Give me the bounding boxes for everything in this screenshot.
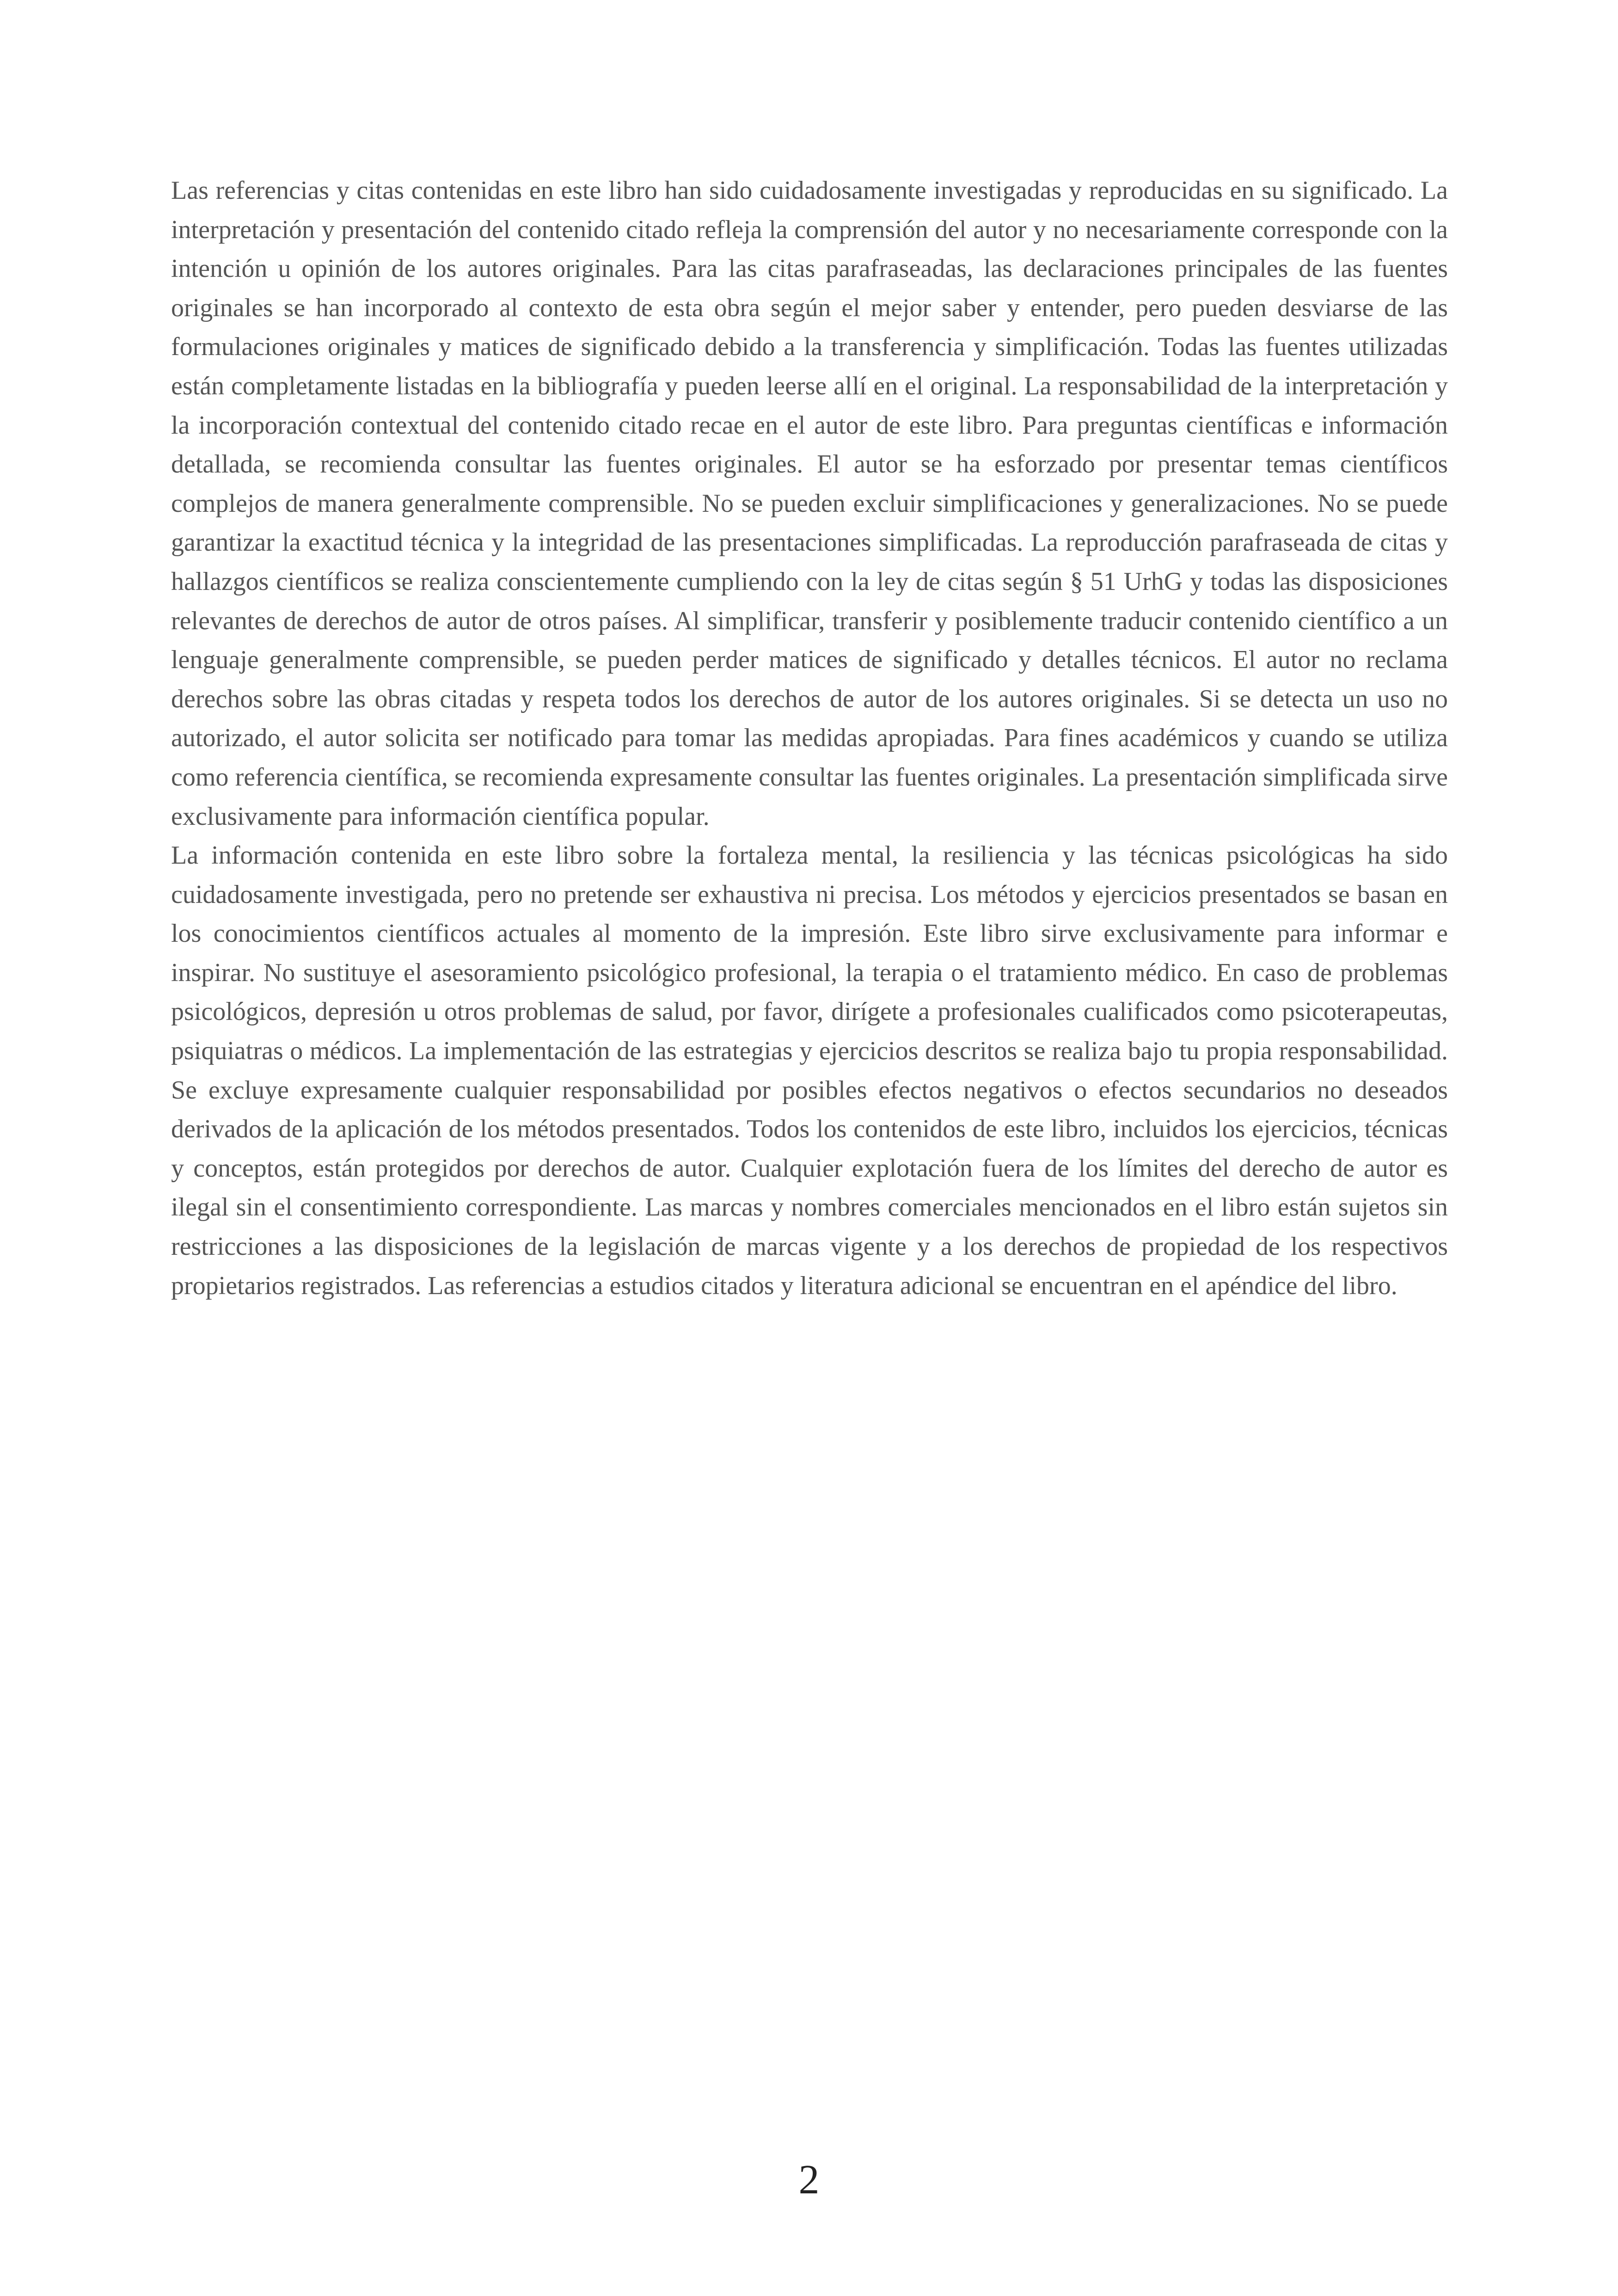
paragraph-liability-disclaimer: La información contenida en este libro sobre la fortaleza mental, la resiliencia y las técnicas psicológicas ha sido cuidadosamente investigada, pero no pretende ser exhaustiva ni precisa. Los métodos y ejercicios presentados se basan en los conocimientos científicos actuales al momento de la impresión. Este libro sirve exclusivamente para informar e inspirar. No sustituye el asesoramiento psicológico profesional, la terapia o el tratamiento médico. En caso de problemas psicológicos, depresión u otros problemas de salud, por favor, dirígete a profesionales cualificados como psicoterapeutas, psiquiatras o médicos. La implementación de las estrategias y ejercicios descritos se realiza bajo tu propia responsabilidad. Se excluye expresamente cualquier responsabilidad por posibles efectos negativos o efectos secundarios no deseados derivados de la aplicación de los métodos presentados. Todos los contenidos de este libro, incluidos los ejercicios, técnicas y conceptos, están protegidos por derechos de autor. Cualquier explotación fuera de los límites del derecho de autor es ilegal sin el consentimiento correspondiente. Las marcas y nombres comerciales mencionados en el libro están sujetos sin restricciones a las disposiciones de la legislación de marcas vigente y a los derechos de propiedad de los respectivos propietarios registrados. Las referencias a estudios citados y literatura adicional se encuentran en el apéndice del libro.	[171, 841, 1448, 1300]
page-number: 2	[798, 2157, 820, 2203]
body-text	[171, 171, 1448, 1305]
paragraph-citations-disclaimer: Las referencias y citas contenidas en este libro han sido cuidadosamente investigadas y reproducidas en su significado. La interpretación y presentación del contenido citado refleja la comprensión del autor y no necesariamente corresponde con la intención u opinión de los autores originales. Para las citas parafraseadas, las declaraciones principales de las fuentes originales se han incorporado al contexto de esta obra según el mejor saber y entender, pero pueden desviarse de las formulaciones originales y matices de significado debido a la transferencia y simplificación. Todas las fuentes utilizadas están completamente listadas en la bibliografía y pueden leerse allí en el original. La responsabilidad de la interpretación y la incorporación contextual del contenido citado recae en el autor de este libro. Para preguntas científicas e información detallada, se recomienda consultar las fuentes originales. El autor se ha esforzado por presentar temas científicos complejos de manera generalmente comprensible. No se pueden excluir simplificaciones y generalizaciones. No se puede garantizar la exactitud técnica y la integridad de las presentaciones simplificadas. La reproducción parafraseada de citas y hallazgos científicos se realiza conscientemente cumpliendo con la ley de citas según § 51 UrhG y todas las disposiciones relevantes de derechos de autor de otros países. Al simplificar, transferir y posiblemente traducir contenido científico a un lenguaje generalmente comprensible, se pueden perder matices de significado y detalles técnicos. El autor no reclama derechos sobre las obras citadas y respeta todos los derechos de autor de los autores originales. Si se detecta un uso no autorizado, el autor solicita ser notificado para tomar las medidas apropiadas. Para fines académicos y cuando se utiliza como referencia científica, se recomienda expresamente consultar las fuentes originales. La presentación simplificada sirve exclusivamente para información científica popular.	[171, 176, 1448, 831]
